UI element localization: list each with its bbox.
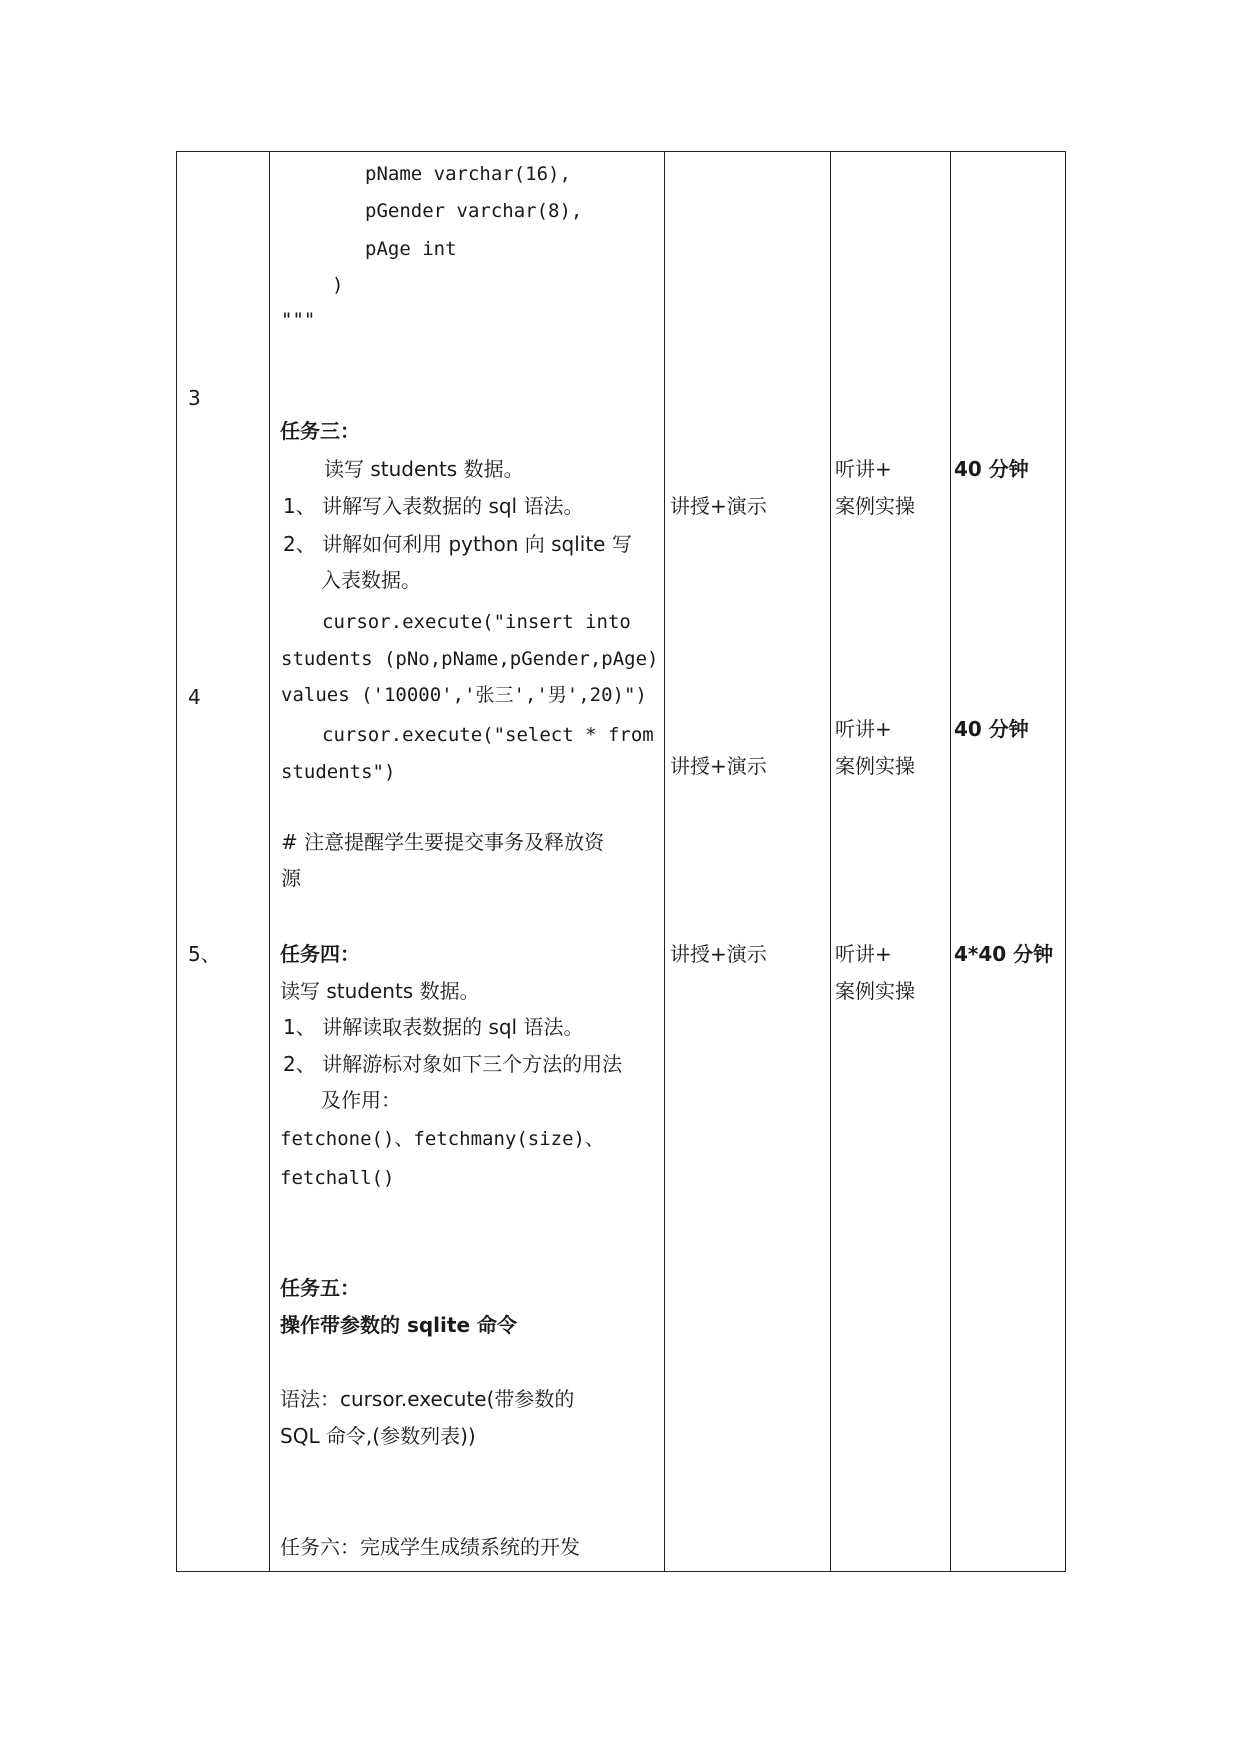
code-line: students (pNo,pName,pGender,pAge) xyxy=(281,648,659,670)
task3-title: 任务三： xyxy=(280,419,360,443)
student-activity: 案例实操 xyxy=(835,494,915,518)
task4-item: 2、 讲解游标对象如下三个方法的用法 xyxy=(283,1052,623,1076)
code-line: fetchall() xyxy=(280,1167,395,1189)
task3-item: 1、 讲解写入表数据的 sql 语法。 xyxy=(283,494,584,518)
task5-title: 任务五： xyxy=(280,1276,360,1300)
code-line: pAge int xyxy=(365,238,457,260)
task4-title: 任务四： xyxy=(280,942,360,966)
lesson-plan-table xyxy=(176,151,1066,1572)
time-allocation: 40 分钟 xyxy=(954,717,1029,741)
student-activity: 听讲+ xyxy=(835,942,892,966)
code-line: cursor.execute("select * from xyxy=(322,724,654,746)
code-line: ) xyxy=(332,274,344,296)
teaching-method: 讲授+演示 xyxy=(670,494,767,518)
code-line: students") xyxy=(281,761,396,783)
syntax-line: 语法：cursor.execute(带参数的 xyxy=(280,1387,575,1411)
syntax-line: SQL 命令,(参数列表)) xyxy=(280,1424,476,1448)
task3-item: 2、 讲解如何利用 python 向 sqlite 写 xyxy=(283,532,632,556)
code-line: cursor.execute("insert into xyxy=(322,611,631,633)
task4-item: 1、 讲解读取表数据的 sql 语法。 xyxy=(283,1015,584,1039)
student-activity: 案例实操 xyxy=(835,979,915,1003)
task3-subtitle: 读写 students 数据。 xyxy=(324,457,524,481)
step-number-4: 4 xyxy=(188,685,201,709)
teaching-method: 讲授+演示 xyxy=(670,754,767,778)
note-line: 源 xyxy=(281,866,301,890)
student-activity: 听讲+ xyxy=(835,717,892,741)
note-line: # 注意提醒学生要提交事务及释放资 xyxy=(281,830,605,854)
code-line: """ xyxy=(281,309,316,331)
column-divider xyxy=(269,152,270,1571)
code-line: pGender varchar(8), xyxy=(365,200,583,222)
teaching-method: 讲授+演示 xyxy=(670,942,767,966)
step-number-5: 5、 xyxy=(188,942,221,966)
time-allocation: 4*40 分钟 xyxy=(954,942,1054,966)
code-line: pName varchar(16), xyxy=(365,163,571,185)
code-line: fetchone()、fetchmany(size)、 xyxy=(280,1128,604,1150)
column-divider xyxy=(830,152,831,1571)
column-divider xyxy=(950,152,951,1571)
code-line: values ('10000','张三','男',20)") xyxy=(281,684,647,706)
step-number-3: 3 xyxy=(188,386,201,410)
task4-item-continued: 及作用： xyxy=(321,1088,401,1112)
time-allocation: 40 分钟 xyxy=(954,457,1029,481)
task4-subtitle: 读写 students 数据。 xyxy=(280,979,480,1003)
student-activity: 听讲+ xyxy=(835,457,892,481)
column-divider xyxy=(664,152,665,1571)
student-activity: 案例实操 xyxy=(835,754,915,778)
task5-subtitle: 操作带参数的 sqlite 命令 xyxy=(280,1313,517,1337)
task3-item-continued: 入表数据。 xyxy=(321,568,421,592)
task6-title: 任务六：完成学生成绩系统的开发 xyxy=(280,1535,580,1559)
